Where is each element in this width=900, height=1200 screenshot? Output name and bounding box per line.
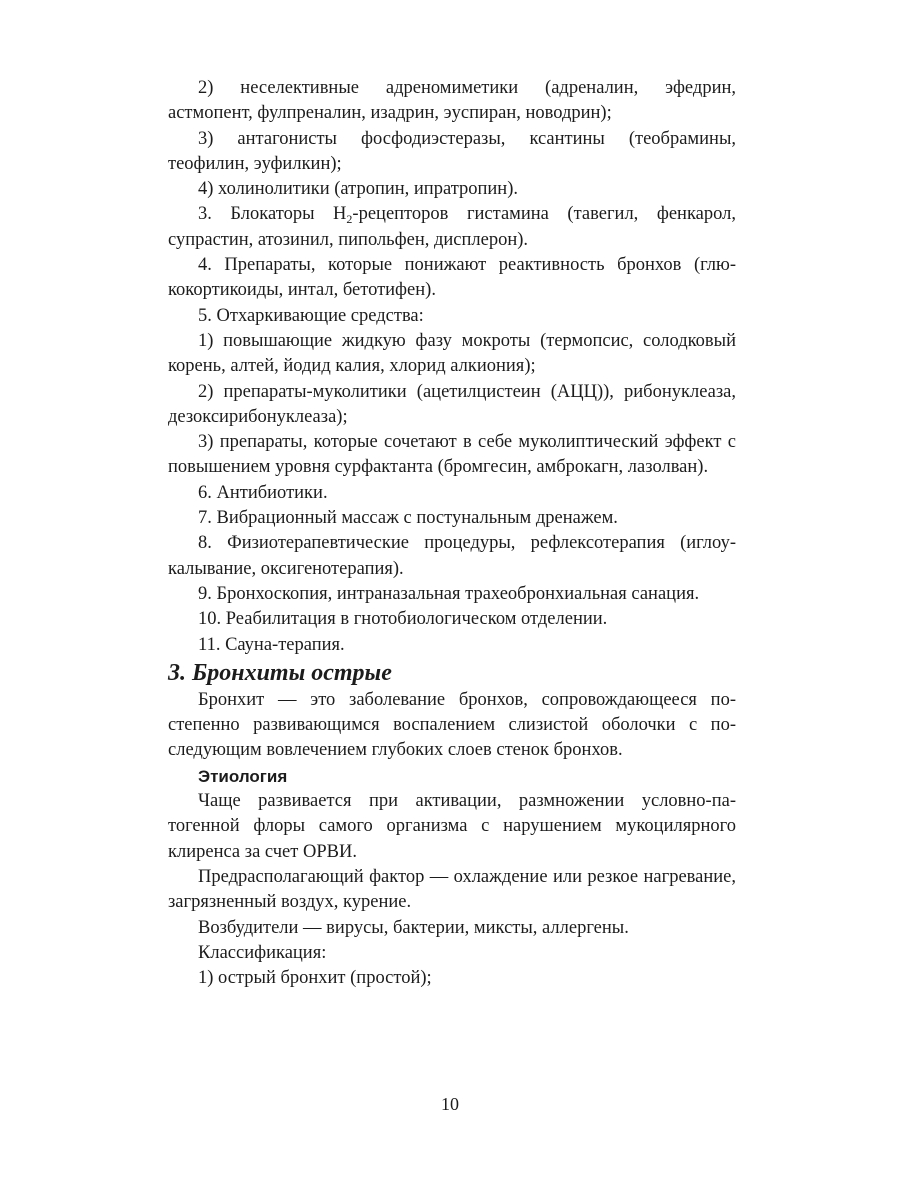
list-item: 1) повышающие жидкую фазу мокроты (термопсис, солодковый корень, алтей, йодид калия, хлорид алкиония); bbox=[168, 330, 736, 377]
classification-label: Классификация: bbox=[198, 942, 327, 963]
pathogens-paragraph: Возбудители — вирусы, бактерии, миксты, аллергены. bbox=[198, 917, 629, 938]
page-number: 10 bbox=[441, 1094, 459, 1114]
predisposing-paragraph: Предрасполагающий фактор — охлаждение или резкое нагревание, загрязненный воздух, курение. bbox=[168, 866, 736, 913]
list-item-text: 3. Блокаторы Н bbox=[198, 204, 347, 225]
list-item: 4. Препараты, которые понижают реактивность бронхов (глюкокортикоиды, интал, бетотифен). bbox=[168, 255, 736, 301]
list-item: 10. Реабилитация в гнотобиологическом отделении. bbox=[198, 609, 608, 630]
list-item: 4) холинолитики (атропин, ипратропин). bbox=[198, 179, 518, 200]
etiology-paragraph: Чаще развивается при активации, размножении условно-патогенной флоры самого организма с нарушением мукоцилярного клиренса за счет ОРВИ. bbox=[168, 791, 736, 862]
list-item: 5. Отхаркивающие средства: bbox=[198, 305, 424, 326]
list-item: 11. Сауна-терапия. bbox=[198, 634, 345, 655]
subheading-etiology: Этиология bbox=[198, 766, 288, 786]
list-item: 6. Антибиотики. bbox=[198, 482, 328, 503]
list-item: 2) неселективные адреномиметики (адреналин, эфедрин, астмопент, фулпреналин, изадрин, эуспиран, новодрин); bbox=[168, 78, 736, 124]
list-item: 1) острый бронхит (простой); bbox=[198, 968, 432, 989]
page-body bbox=[168, 76, 736, 991]
list-item: 3) препараты, которые сочетают в себе муколиптический эффект с повышением уровня сурфактанта (бромгесин, амброкагн, лазолван). bbox=[168, 432, 736, 478]
section-heading: 3. Бронхиты острые bbox=[168, 659, 392, 686]
list-item: 9. Бронхоскопия, интраназальная трахеобронхиальная санация. bbox=[198, 583, 700, 604]
list-item: 8. Физиотерапевтические процедуры, рефлексотерапия (иглоукалывание, оксигенотерапия). bbox=[168, 533, 736, 579]
subscript: 2 bbox=[346, 212, 353, 227]
list-item: 7. Вибрационный массаж с постунальным дренажем. bbox=[198, 508, 618, 529]
list-item bbox=[168, 202, 736, 253]
list-item: 3) антагонисты фосфодиэстеразы, ксантины (теобрамины, теофилин, эуфилкин); bbox=[168, 128, 736, 174]
list-item: 2) препараты-муколитики (ацетилцистеин (АЦЦ)), рибонуклеаза, дезоксирибонуклеаза); bbox=[168, 381, 736, 427]
definition-paragraph: Бронхит — это заболевание бронхов, сопровождающееся постепенно развивающимся воспалением слизистой оболочки с последующим вовлечением глубоких слоев стенок бронхов. bbox=[168, 689, 736, 761]
list-item-text: -рецепторов гистамина (тавегил, фенкарол, супрастин, атозинил, пипольфен, дисплерон). bbox=[168, 204, 736, 250]
